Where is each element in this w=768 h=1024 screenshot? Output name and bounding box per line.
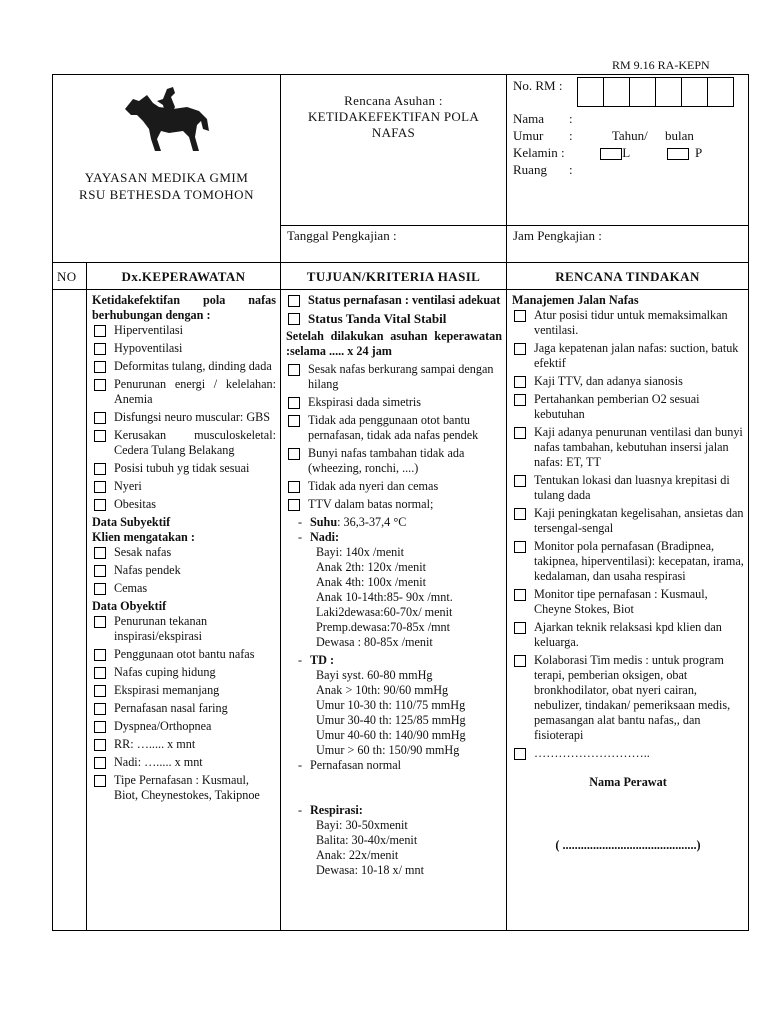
checkbox[interactable] <box>288 313 300 325</box>
checkbox[interactable] <box>94 685 106 697</box>
checkbox[interactable] <box>94 739 106 751</box>
checklist-item[interactable] <box>512 506 744 536</box>
title-cell <box>281 75 507 226</box>
obyektif-title: Data Obyektif <box>92 599 167 613</box>
suhu-value: : 36,3-37,4 °C <box>337 515 407 529</box>
checklist-item[interactable] <box>92 701 276 716</box>
kelamin-label: Kelamin : <box>513 145 565 160</box>
setelah-text: Setelah dilakukan asuhan keperawatan :selama ..... x 24 jam <box>286 329 502 358</box>
checklist-item[interactable] <box>92 755 276 770</box>
checklist-item-label: RR: …..... x mnt <box>114 737 196 751</box>
checklist-item-label: Kolaborasi Tim medis : untuk program terapi, pemberian oksigen, obat bronkhodilator, obat nyeri cairan, nebulizer, tindakan/ pemeriksaan medis, pemasangan alat bantu nafas,, dan fisioterapi <box>534 653 731 742</box>
checkbox[interactable] <box>514 310 526 322</box>
resp-label: Respirasi: <box>310 803 363 817</box>
checklist-item[interactable] <box>286 413 502 443</box>
checklist-item-label: Monitor tipe pernafasan : Kusmaul, Cheyne Stokes, Biot <box>534 587 708 616</box>
checklist-item[interactable] <box>92 614 276 644</box>
checklist-item-label: Penggunaan otot bantu nafas <box>114 647 255 661</box>
checklist-item[interactable] <box>92 647 276 662</box>
checklist-item-label: Kerusakan musculoskeletal: Cedera Tulang Belakang <box>114 428 276 457</box>
value-line: Anak: 22x/menit <box>316 848 399 862</box>
checkbox[interactable] <box>94 565 106 577</box>
tujuan-column: Status pernafasan : ventilasi adekuat Status Tanda Vital Stabil Setelah dilakukan asuhan keperawatan :selama ..... x 24 jam Sesak nafas berkurang sampai dengan hilang Ekspirasi dada simetris Tidak ada penggunaan otot bantu pernafasan, tidak ada nafas pendek Bunyi nafas tambahan tidak ada (wheezing, ronchi, ....) Tidak ada nyeri dan cemas TTV dalam batas normal; - Suhu: 36,3-37,4 °C - Nadi: Bayi: 140x /menit Anak 2th: 120x /menit Anak 4th: 100x /menit Anak 10-14th:85- 90x /mnt. Laki2dewasa:60-70x/ menit Premp.dewasa:70-85x /mnt Dewasa : 80-85x /menit - TD : Bayi syst. 60-80 mmHg Anak > 10th: 90/60 mmHg Umur 10-30 th: 110/75 mmHg Umur 30-40 th: 125/85 mmHg Umur 40-60 th: 140/90 mmHg Umur > 60 th: 150/90 mmHg - Pernafasan normal - Respirasi: Bayi: 30-50xmenit Balita: 30-40x/menit Anak: 22x/menit Dewasa: 10-18 x/ mnt <box>281 290 507 931</box>
checklist-item[interactable] <box>92 497 276 512</box>
checklist-item[interactable] <box>92 581 276 596</box>
checkbox[interactable] <box>94 721 106 733</box>
rencana-column <box>507 290 749 931</box>
value-line: Dewasa : 80-85x /menit <box>316 635 433 649</box>
title-line1: Rencana Asuhan : <box>344 93 443 108</box>
checklist-item-label: Posisi tubuh yg tidak sesuai <box>114 461 250 475</box>
checkbox[interactable] <box>288 448 300 460</box>
checklist-item[interactable] <box>92 479 276 494</box>
tujuan-header: TUJUAN/KRITERIA HASIL <box>306 269 481 284</box>
bulan-label: bulan <box>665 128 694 143</box>
value-line: Umur 30-40 th: 125/85 mmHg <box>316 713 466 727</box>
checkbox[interactable] <box>94 499 106 511</box>
checklist-item[interactable] <box>512 341 744 371</box>
checklist-item[interactable] <box>512 653 744 743</box>
checklist-item[interactable] <box>512 539 744 584</box>
checkbox[interactable] <box>94 703 106 715</box>
checklist-item-label: Sesak nafas <box>114 545 172 559</box>
checklist-item-label: Penurunan tekanan inspirasi/ekspirasi <box>114 614 208 643</box>
checklist-item-label: Nadi: …..... x mnt <box>114 755 203 769</box>
jam-cell[interactable] <box>507 226 749 263</box>
checkbox[interactable] <box>94 667 106 679</box>
value-line: Premp.dewasa:70-85x /mnt <box>316 620 451 634</box>
checklist-item-label: Tidak ada penggunaan otot bantu pernafasan, tidak ada nafas pendek <box>308 413 479 442</box>
checkbox[interactable] <box>514 343 526 355</box>
checkbox[interactable] <box>514 541 526 553</box>
checklist-item-label: Nyeri <box>114 479 142 493</box>
value-line: Anak 2th: 120x /menit <box>316 560 427 574</box>
checkbox[interactable] <box>94 775 106 787</box>
checkbox[interactable] <box>94 463 106 475</box>
checklist-item-label: Kaji TTV, dan adanya sianosis <box>534 374 683 388</box>
checklist-item[interactable] <box>286 479 502 494</box>
checklist-item[interactable] <box>92 563 276 578</box>
checkbox[interactable] <box>288 397 300 409</box>
p-label: P <box>694 145 703 160</box>
checkbox[interactable] <box>94 649 106 661</box>
checklist-item-label: Pertahankan pemberian O2 sesuai kebutuhan <box>534 392 700 421</box>
dx-header: Dx.KEPERAWATAN <box>121 269 246 284</box>
title-line3: NAFAS <box>371 125 416 140</box>
dx-column <box>87 290 281 931</box>
checklist-item[interactable] <box>92 719 276 734</box>
checklist-item-label: Nafas pendek <box>114 563 181 577</box>
value-line: Umur > 60 th: 150/90 mmHg <box>316 743 460 757</box>
checkbox[interactable] <box>94 616 106 628</box>
checkbox[interactable] <box>94 412 106 424</box>
checklist-item[interactable] <box>92 461 276 476</box>
checklist-item[interactable] <box>512 425 744 470</box>
checkbox[interactable] <box>94 583 106 595</box>
checklist-item-label: Ekspirasi dada simetris <box>308 395 422 409</box>
checklist-item-label: Nafas cuping hidung <box>114 665 216 679</box>
checkbox[interactable] <box>288 499 300 511</box>
value-line: Bayi syst. 60-80 mmHg <box>316 668 433 682</box>
l-label: L <box>622 145 630 160</box>
checklist-item-label: Sesak nafas berkurang sampai dengan hilang <box>308 362 494 391</box>
checklist-item[interactable] <box>92 665 276 680</box>
tahun-label: Tahun/ <box>611 128 648 143</box>
checkbox[interactable] <box>94 547 106 559</box>
value-line: Umur 40-60 th: 140/90 mmHg <box>316 728 466 742</box>
checklist-item[interactable] <box>92 737 276 752</box>
checklist-item[interactable] <box>92 410 276 425</box>
nama-label: Nama <box>513 111 545 126</box>
hospital-header <box>53 75 281 263</box>
jam-label: Jam Pengkajian : <box>513 228 602 243</box>
checklist-item[interactable] <box>286 362 502 392</box>
td-label: TD : <box>310 653 335 667</box>
checkbox[interactable] <box>94 481 106 493</box>
checklist-item-label: Disfungsi neuro muscular: GBS <box>114 410 271 424</box>
checklist-item-label: ……………………….. <box>534 746 650 760</box>
checkbox[interactable] <box>514 475 526 487</box>
checklist-item-label: Hiperventilasi <box>114 323 184 337</box>
checklist-item[interactable] <box>286 446 502 476</box>
status1-item[interactable]: Status pernafasan : ventilasi adekuat <box>286 293 502 308</box>
no-column <box>53 290 87 931</box>
checkbox[interactable] <box>94 430 106 442</box>
nadi-label: Nadi: <box>310 530 340 544</box>
signature-line[interactable]: ( ............................................) <box>555 838 701 852</box>
checklist-item-label: Penurunan energi / kelelahan: Anemia <box>114 377 276 406</box>
checklist-item[interactable] <box>512 374 744 389</box>
checklist-item[interactable] <box>92 545 276 560</box>
checklist-item-label: Pernafasan nasal faring <box>114 701 228 715</box>
checkbox[interactable] <box>94 379 106 391</box>
subyektif-sub: Klien mengatakan : <box>92 530 195 544</box>
checkbox[interactable] <box>514 376 526 388</box>
checklist-item-label: Dyspnea/Orthopnea <box>114 719 212 733</box>
checklist-item-label: Tipe Pernafasan : Kusmaul, Biot, Cheynestokes, Takipnoe <box>114 773 260 802</box>
checklist-item[interactable] <box>512 308 744 338</box>
checkbox[interactable] <box>514 748 526 760</box>
nama-perawat-label: Nama Perawat <box>589 775 667 789</box>
rencana-title: Manajemen Jalan Nafas <box>512 293 639 307</box>
tanggal-label: Tanggal Pengkajian : <box>287 228 397 243</box>
value-line: Anak 4th: 100x /menit <box>316 575 427 589</box>
value-line: Umur 10-30 th: 110/75 mmHg <box>316 698 466 712</box>
checklist-item[interactable] <box>286 497 502 512</box>
checklist-item-label: Kaji adanya penurunan ventilasi dan bunyi nafas tambahan, kebutuhan insersi jalan nafas: ET, TT <box>534 425 743 469</box>
checkbox[interactable] <box>514 622 526 634</box>
horse-rider-logo <box>53 75 280 161</box>
checklist-item-label: Tidak ada nyeri dan cemas <box>308 479 439 493</box>
checklist-item-label: Deformitas tulang, dinding dada <box>114 359 272 373</box>
dx-intro: Ketidakefektifan pola nafas berhubungan dengan : <box>92 293 276 322</box>
p-checkbox[interactable] <box>667 148 689 160</box>
checkbox[interactable] <box>514 508 526 520</box>
rencana-header: RENCANA TINDAKAN <box>555 269 700 284</box>
value-line: Anak 10-14th:85- 90x /mnt. <box>316 590 453 604</box>
form-code: RM 9.16 RA-KEPN <box>612 58 710 72</box>
checkbox[interactable] <box>288 481 300 493</box>
suhu-label: Suhu <box>310 515 338 529</box>
checklist-item[interactable] <box>92 773 276 803</box>
checkbox[interactable] <box>288 295 300 307</box>
checklist-item[interactable] <box>92 341 276 356</box>
checklist-item[interactable] <box>92 359 276 374</box>
value-line: Bayi: 30-50xmenit <box>316 818 408 832</box>
checkbox[interactable] <box>514 427 526 439</box>
checklist-item-label: Ajarkan teknik relaksasi kpd klien dan keluarga. <box>534 620 722 649</box>
no-header: NO <box>57 269 77 284</box>
checklist-item-label: Bunyi nafas tambahan tidak ada (wheezing, ronchi, ....) <box>308 446 465 475</box>
checklist-item[interactable] <box>512 620 744 650</box>
checkbox[interactable] <box>288 415 300 427</box>
checklist-item-label: Hypoventilasi <box>114 341 183 355</box>
care-plan-table <box>52 74 749 931</box>
checklist-item-label: TTV dalam batas normal; <box>308 497 434 511</box>
checklist-item[interactable] <box>92 377 276 407</box>
checklist-item-label: Atur posisi tidur untuk memaksimalkan ventilasi. <box>534 308 728 337</box>
checklist-item[interactable] <box>512 587 744 617</box>
checklist-item[interactable] <box>92 428 276 458</box>
value-line: Laki2dewasa:60-70x/ menit <box>316 605 453 619</box>
status2-item[interactable]: Status Tanda Vital Stabil <box>286 311 502 326</box>
checkbox[interactable] <box>514 655 526 667</box>
value-line: Balita: 30-40x/menit <box>316 833 418 847</box>
title-line2: KETIDAKEFEKTIFAN POLA <box>307 109 480 124</box>
checklist-item[interactable] <box>512 392 744 422</box>
org-line2: RSU BETHESDA TOMOHON <box>79 187 254 202</box>
checklist-item-label: Cemas <box>114 581 148 595</box>
checklist-item[interactable] <box>92 683 276 698</box>
value-line: Bayi: 140x /menit <box>316 545 405 559</box>
checkbox[interactable] <box>514 394 526 406</box>
subyektif-title: Data Subyektif <box>92 515 171 529</box>
checklist-item-label: Jaga kepatenan jalan nafas: suction, batuk efektif <box>534 341 739 370</box>
checklist-item[interactable] <box>92 323 276 338</box>
checklist-item-label: Kaji peningkatan kegelisahan, ansietas dan tersengal-sengal <box>534 506 744 535</box>
checklist-item-label: Obesitas <box>114 497 156 511</box>
l-checkbox[interactable] <box>600 148 622 160</box>
value-line: Anak > 10th: 90/60 mmHg <box>316 683 449 697</box>
checkbox[interactable] <box>514 589 526 601</box>
checkbox[interactable] <box>94 325 106 337</box>
checkbox[interactable] <box>94 757 106 769</box>
umur-label: Umur <box>513 128 544 143</box>
tanggal-cell[interactable] <box>281 226 507 263</box>
checklist-item-label: Tentukan lokasi dan luasnya krepitasi di tulang dada <box>534 473 730 502</box>
checkbox[interactable] <box>94 343 106 355</box>
value-line: Dewasa: 10-18 x/ mnt <box>316 863 424 877</box>
org-line1: YAYASAN MEDIKA GMIM <box>84 170 249 185</box>
patient-info: No. RM : Nama : Umur : Tahun/ bulan Kelamin : L P Ruang : <box>507 75 749 226</box>
ruang-label: Ruang <box>513 162 547 177</box>
checklist-item-label: Ekspirasi memanjang <box>114 683 220 697</box>
no-rm-label: No. RM : <box>513 78 563 93</box>
checklist-item[interactable] <box>286 395 502 410</box>
normal-label: Pernafasan normal <box>310 758 402 772</box>
checkbox[interactable] <box>94 361 106 373</box>
checklist-item[interactable] <box>512 746 744 761</box>
checklist-item-label: Monitor pola pernafasan (Bradipnea, takipnea, hiperventilasi): kecepatan, irama, kedalaman, dan usaha respirasi <box>534 539 744 583</box>
checklist-item[interactable] <box>512 473 744 503</box>
checkbox[interactable] <box>288 364 300 376</box>
